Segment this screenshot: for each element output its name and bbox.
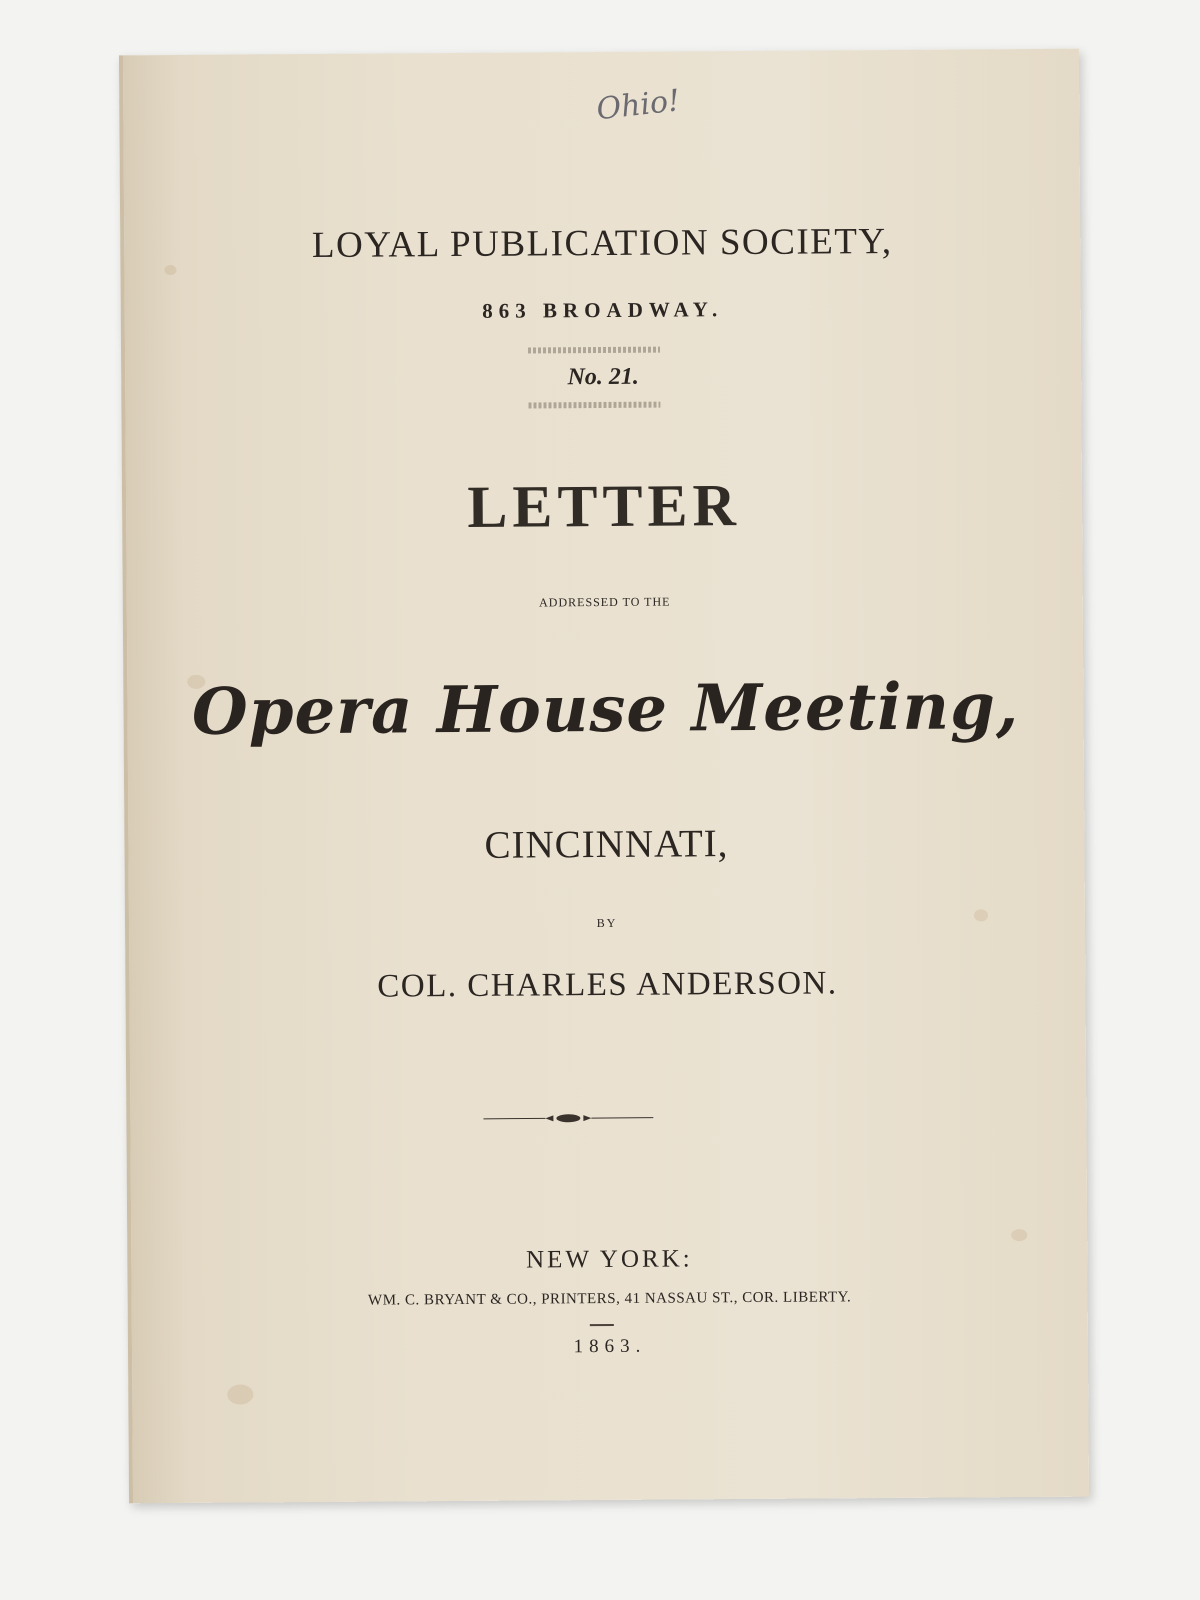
- addressed-to-line: ADDRESSED TO THE: [539, 594, 671, 610]
- foxing-stain: [227, 1384, 253, 1404]
- pamphlet-cover: [119, 49, 1089, 1504]
- ornament-divider: [483, 1111, 653, 1126]
- by-line: BY: [596, 915, 618, 931]
- wavy-rule-top: [528, 347, 660, 354]
- venue-city: CINCINNATI,: [484, 822, 729, 867]
- publication-year: 1863.: [573, 1335, 647, 1358]
- title-heading: LETTER: [467, 472, 742, 540]
- publisher-city: NEW YORK:: [525, 1245, 693, 1274]
- wavy-rule-bottom: [528, 402, 660, 409]
- printer-line: WM. C. BRYANT & CO., PRINTERS, 41 NASSAU ST., COR. LIBERTY.: [367, 1289, 852, 1309]
- author-name: COL. CHARLES ANDERSON.: [377, 965, 838, 1005]
- society-address: 863 BROADWAY.: [482, 297, 724, 323]
- foxing-stain: [1011, 1229, 1027, 1241]
- society-name: LOYAL PUBLICATION SOCIETY,: [311, 220, 893, 267]
- short-rule: [590, 1324, 614, 1326]
- handwritten-note: Ohio!: [594, 83, 682, 128]
- issue-number: No. 21.: [567, 363, 639, 391]
- venue-title: Opera House Meeting,: [191, 669, 1020, 750]
